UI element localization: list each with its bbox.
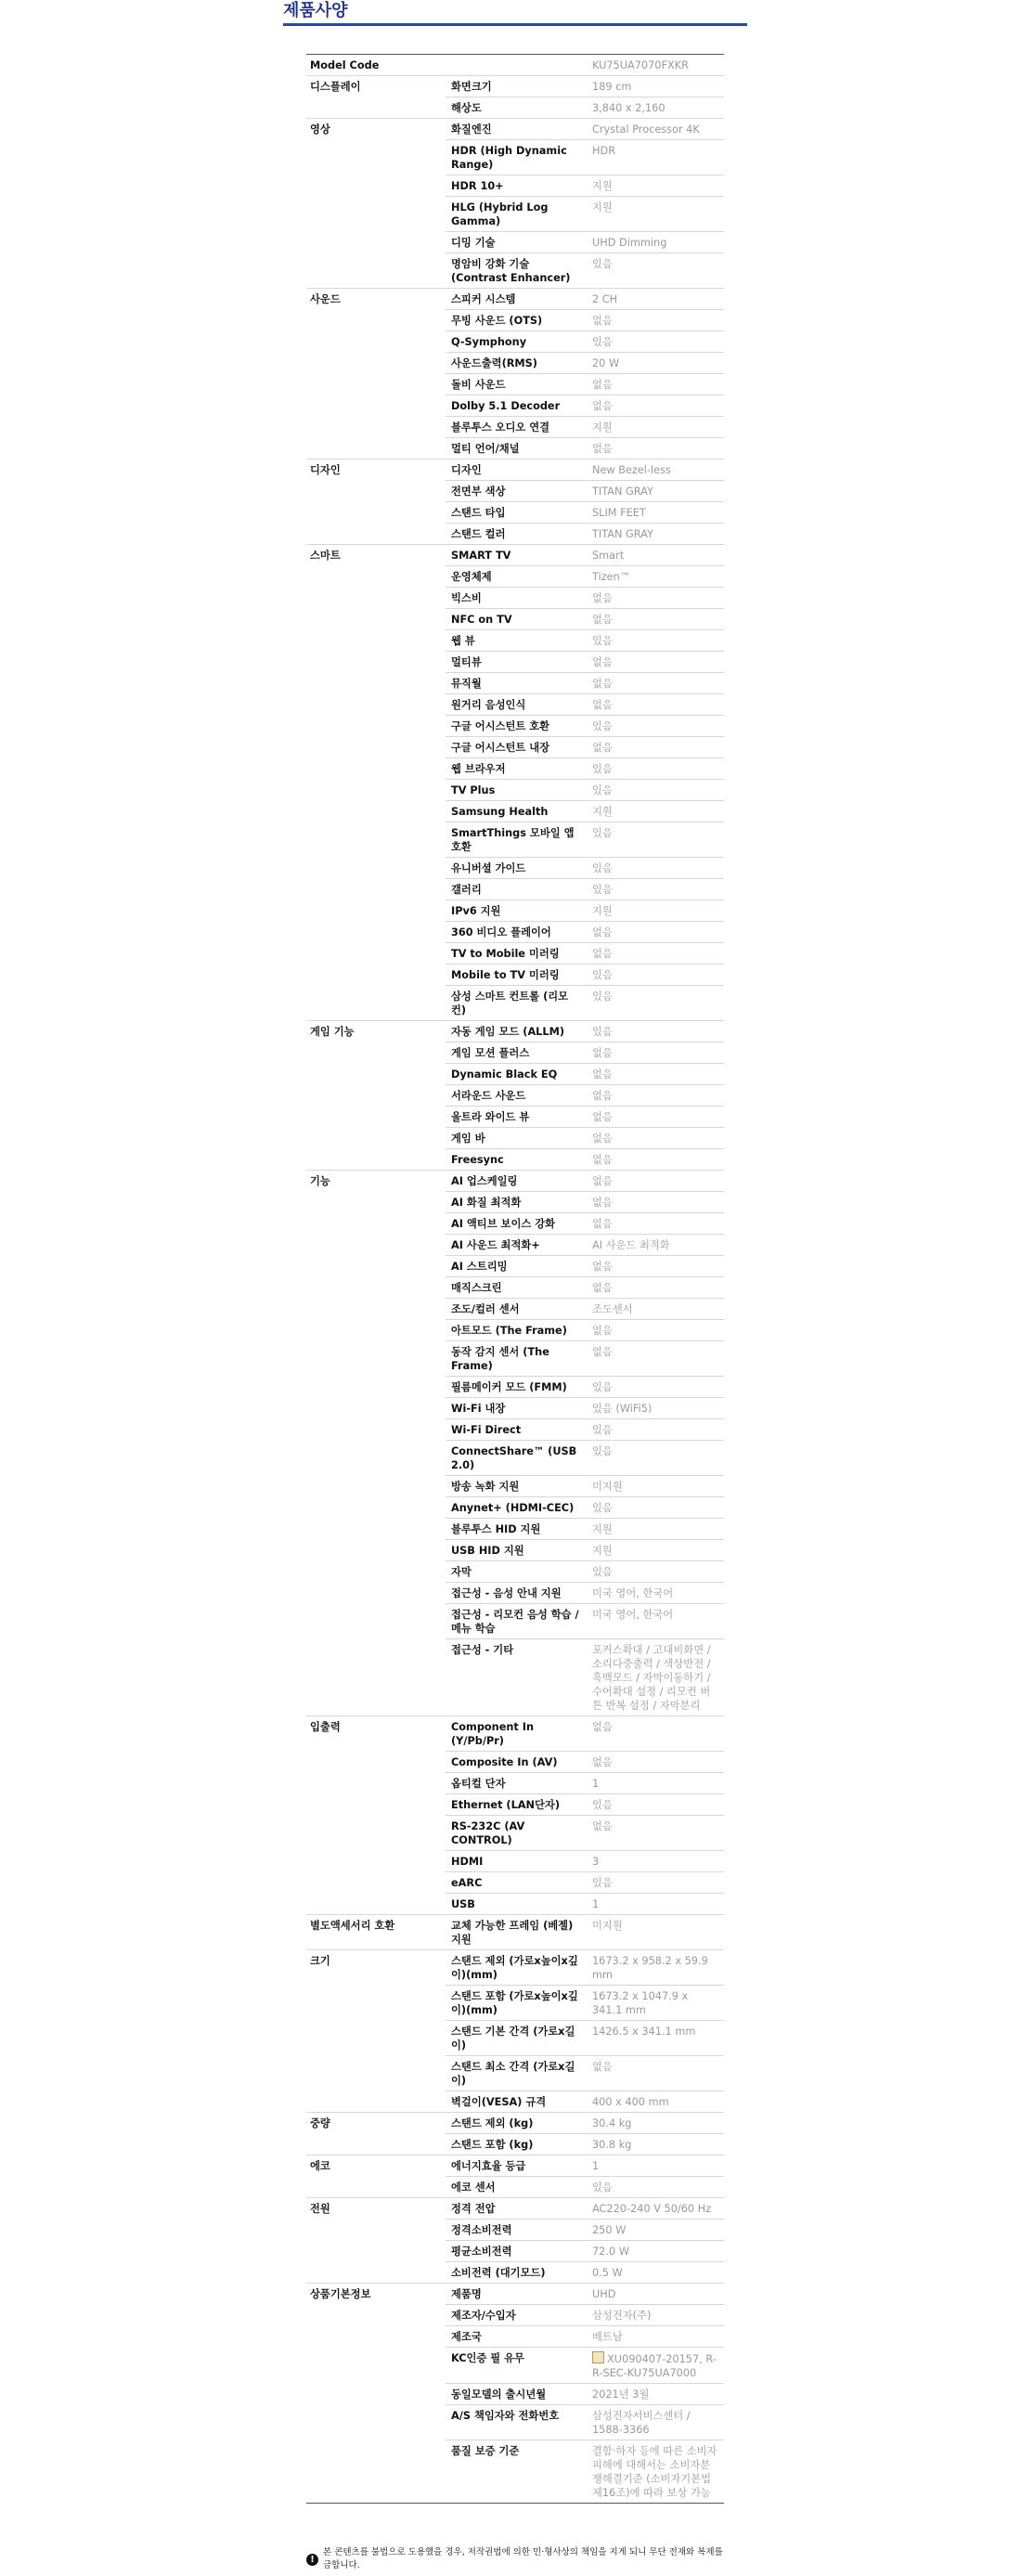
spec-key: 품질 보증 기준 — [451, 2444, 520, 2457]
spec-key: 접근성 - 음성 안내 지원 — [451, 1586, 562, 1599]
spec-key: 무빙 사운드 (OTS) — [451, 314, 543, 327]
spec-key: 갤러리 — [451, 883, 482, 896]
spec-value: 72.0 W — [592, 2245, 629, 2258]
spec-key: 에너지효율 등급 — [451, 2159, 526, 2172]
spec-key: 스탠드 타입 — [451, 506, 506, 519]
spec-value: UHD — [592, 2287, 616, 2300]
category-label: 상품기본정보 — [310, 2287, 371, 2300]
spec-key: 제조국 — [451, 2330, 482, 2343]
table-row — [306, 1021, 724, 1042]
spec-key: Freesync — [451, 1153, 504, 1166]
spec-key: 스탠드 최소 간격 (가로x길이) — [451, 2060, 575, 2087]
spec-key: 웹 브라우저 — [451, 762, 506, 775]
spec-table — [306, 54, 724, 2504]
spec-key: 스탠드 포함 (kg) — [451, 2138, 534, 2151]
category-label: 별도액세서리 호환 — [310, 1919, 395, 1932]
spec-value: 포커스확대 / 고대비화면 / 소리다중출력 / 색상반전 / 흑백모드 / 자막이동하기 / 수어확대 설정 / 리모컨 버튼 반복 설정 / 자막분리 — [592, 1643, 711, 1712]
spec-value: 결함·하자 등에 따른 소비자 피해에 대해서는 소비자분쟁해결기준 (소비자기본법 제16조)에 따라 보상 가능 — [592, 2444, 717, 2499]
spec-key: Samsung Health — [451, 805, 549, 818]
spec-key: 매직스크린 — [451, 1281, 502, 1294]
spec-value: 없음 — [592, 698, 613, 711]
spec-value: 없음 — [592, 926, 613, 938]
spec-key: 동작 감지 센서 (The Frame) — [451, 1345, 549, 1372]
category-label: 전원 — [310, 2202, 330, 2215]
spec-value: 있음 — [592, 634, 613, 647]
spec-value: 없음 — [592, 655, 613, 668]
spec-value: 2 CH — [592, 292, 618, 305]
spec-key: 제품명 — [451, 2287, 482, 2300]
spec-value: 없음 — [592, 1819, 613, 1832]
spec-key: 정격 전압 — [451, 2202, 496, 2215]
spec-key: 스탠드 제외 (가로x높이x깊이)(mm) — [451, 1954, 578, 1981]
spec-value: 1673.2 x 958.2 x 59.9 mm — [592, 1954, 708, 1981]
spec-value: 없음 — [592, 1755, 613, 1768]
spec-value: 없음 — [592, 399, 613, 412]
spec-value: 없음 — [592, 947, 613, 960]
table-row — [306, 76, 724, 97]
spec-value: 미국 영어, 한국어 — [592, 1586, 674, 1599]
spec-value-text: XU090407-20157, R-R-SEC-KU75UA7000 — [592, 2352, 717, 2379]
spec-key: 블루투스 오디오 연결 — [451, 421, 550, 434]
spec-value: 400 x 400 mm — [592, 2095, 669, 2108]
spec-value: 삼성전자서비스센터 / 1588-3366 — [592, 2409, 691, 2436]
category-label: 스마트 — [310, 549, 341, 562]
spec-key: 정격소비전력 — [451, 2223, 512, 2236]
spec-value: 있음 — [592, 1444, 613, 1457]
spec-key: USB HID 지원 — [451, 1544, 524, 1557]
spec-value: 없음 — [592, 1720, 613, 1733]
spec-value: 있음 — [592, 1798, 613, 1811]
spec-key: 벽걸이(VESA) 규격 — [451, 2095, 547, 2108]
spec-value: 있음 — [592, 1423, 613, 1436]
spec-key: Ethernet (LAN단자) — [451, 1798, 560, 1811]
spec-key: Dolby 5.1 Decoder — [451, 399, 561, 412]
spec-value: 있음 — [592, 1876, 613, 1889]
spec-key: HDMI — [451, 1855, 484, 1868]
spec-key: 아트모드 (The Frame) — [451, 1324, 567, 1337]
spec-value: 없음 — [592, 1153, 613, 1166]
spec-key: 디밍 기술 — [451, 236, 496, 249]
spec-key: 자동 게임 모드 (ALLM) — [451, 1025, 564, 1038]
spec-key: Dynamic Black EQ — [451, 1068, 558, 1081]
category-label: 크기 — [310, 1954, 330, 1967]
spec-value: New Bezel-less — [592, 463, 671, 476]
spec-key: 화면크기 — [451, 80, 492, 93]
spec-key: Wi-Fi Direct — [451, 1423, 522, 1436]
spec-key: 접근성 - 리모컨 음성 학습 / 메뉴 학습 — [451, 1608, 579, 1635]
category-label: 디자인 — [310, 463, 341, 476]
table-row — [306, 1950, 724, 1986]
spec-value: 있음 — [592, 883, 613, 896]
spec-value: 30.8 kg — [592, 2138, 632, 2151]
spec-key: 울트라 와이드 뷰 — [451, 1110, 530, 1123]
spec-key: 소비전력 (대기모드) — [451, 2266, 546, 2279]
spec-value: 지원 — [592, 1544, 613, 1557]
spec-value: 있음 — [592, 762, 613, 775]
spec-key: 블루투스 HID 지원 — [451, 1522, 541, 1535]
spec-value: 0.5 W — [592, 2266, 623, 2279]
page-header — [283, 0, 747, 28]
spec-key: 옵티컬 단자 — [451, 1777, 506, 1790]
spec-value: 있음 — [592, 257, 613, 270]
spec-value: 없음 — [592, 1174, 613, 1187]
page-title: 제품사양 — [283, 1, 348, 20]
category-label: 입출력 — [310, 1720, 341, 1733]
spec-key: USB — [451, 1897, 475, 1910]
spec-key: 스탠드 포함 (가로x높이x깊이)(mm) — [451, 1989, 578, 2016]
table-row-model — [306, 55, 724, 76]
table-row — [306, 2284, 724, 2305]
spec-value: Smart — [592, 549, 625, 562]
spec-value: 1 — [592, 2159, 600, 2172]
spec-value: 미지원 — [592, 1480, 623, 1493]
spec-value: 없음 — [592, 613, 613, 626]
spec-key: AI 액티브 보이스 강화 — [451, 1217, 556, 1230]
spec-key: IPv6 지원 — [451, 904, 501, 917]
spec-key: 뮤직월 — [451, 677, 482, 690]
spec-value: 3,840 x 2,160 — [592, 101, 666, 114]
spec-key: 유니버셜 가이드 — [451, 861, 526, 874]
spec-key: 에코 센서 — [451, 2181, 496, 2194]
spec-key: 멀티 언어/채널 — [451, 442, 520, 455]
spec-key: 구글 어시스턴트 내장 — [451, 741, 550, 754]
spec-value: HDR — [592, 144, 616, 157]
spec-value: 없음 — [592, 677, 613, 690]
spec-key: eARC — [451, 1876, 483, 1889]
spec-value: 있음 — [592, 719, 613, 732]
spec-value: 없음 — [592, 1089, 613, 1102]
spec-value: 있음 — [592, 1565, 613, 1578]
spec-key: 평균소비전력 — [451, 2245, 512, 2258]
spec-key: NFC on TV — [451, 613, 512, 626]
spec-key: 조도/컬러 센서 — [451, 1302, 520, 1315]
spec-value: 베트남 — [592, 2330, 623, 2343]
kc-cert-icon — [592, 2351, 604, 2363]
spec-value: 없음 — [592, 741, 613, 754]
spec-value: 1426.5 x 341.1 mm — [592, 2025, 696, 2038]
spec-key: 스탠드 제외 (kg) — [451, 2116, 534, 2129]
table-row — [306, 289, 724, 310]
spec-key: 운영체제 — [451, 570, 492, 583]
spec-value: Crystal Processor 4K — [592, 123, 700, 136]
category-label: 사운드 — [310, 292, 341, 305]
spec-key: 360 비디오 플레이어 — [451, 926, 551, 938]
spec-value: 있음 — [592, 2181, 613, 2194]
spec-value: 없음 — [592, 378, 613, 391]
spec-value: 없음 — [592, 1196, 613, 1209]
table-row — [306, 2155, 724, 2177]
spec-key: RS-232C (AV CONTROL) — [451, 1819, 525, 1846]
spec-value: 없음 — [592, 1260, 613, 1273]
spec-key: 삼성 스마트 컨트롤 (리모컨) — [451, 990, 569, 1016]
spec-key: 명암비 강화 기술 (Contrast Enhancer) — [451, 257, 571, 284]
spec-value: 있음 — [592, 783, 613, 796]
spec-value: 30.4 kg — [592, 2116, 632, 2129]
spec-value: 없음 — [592, 1345, 613, 1358]
spec-value: 1673.2 x 1047.9 x 341.1 mm — [592, 1989, 689, 2016]
spec-value: 지원 — [592, 904, 613, 917]
spec-key: SMART TV — [451, 549, 511, 562]
category-label: 에코 — [310, 2159, 330, 2172]
spec-value: 있음 — [592, 826, 613, 839]
spec-key: 필름메이커 모드 (FMM) — [451, 1380, 567, 1393]
spec-value: 없음 — [592, 591, 613, 604]
spec-key: 방송 녹화 지원 — [451, 1480, 520, 1493]
model-label: Model Code — [310, 58, 380, 71]
warning-icon: ! — [306, 2554, 318, 2566]
spec-key: AI 화질 최적화 — [451, 1196, 522, 1209]
spec-value: 지원 — [592, 1522, 613, 1535]
spec-value: 있음 — [592, 861, 613, 874]
spec-value: 없음 — [592, 442, 613, 455]
spec-key: Wi-Fi 내장 — [451, 1402, 506, 1415]
spec-key: AI 사운드 최적화+ — [451, 1238, 540, 1251]
spec-value: 조도센서 — [592, 1302, 633, 1315]
spec-key: 돌비 사운드 — [451, 378, 506, 391]
spec-key: KC인증 필 유무 — [451, 2351, 524, 2364]
spec-value: 지원 — [592, 421, 613, 434]
spec-value: 3 — [592, 1855, 600, 1868]
category-label: 디스플레이 — [310, 80, 361, 93]
spec-value: UHD Dimming — [592, 236, 667, 249]
spec-key: 동일모델의 출시년월 — [451, 2388, 547, 2401]
spec-key: 전면부 색상 — [451, 485, 506, 498]
table-row — [306, 460, 724, 481]
spec-value: 없음 — [592, 1046, 613, 1059]
spec-value: 없음 — [592, 2060, 613, 2073]
spec-key: SmartThings 모바일 앱 호환 — [451, 826, 575, 853]
spec-value: 있음 — [592, 1380, 613, 1393]
copyright-notice — [306, 2546, 724, 2572]
spec-key: 스탠드 기본 간격 (가로x길이) — [451, 2025, 575, 2052]
spec-value: 없음 — [592, 1217, 613, 1230]
spec-value: 20 W — [592, 356, 620, 369]
spec-value: 지원 — [592, 179, 613, 192]
spec-value: 1 — [592, 1777, 600, 1790]
table-row — [306, 545, 724, 566]
spec-key: 게임 바 — [451, 1132, 485, 1145]
model-value: KU75UA7070FXKR — [592, 58, 689, 71]
spec-value: SLIM FEET — [592, 506, 646, 519]
spec-value: 189 cm — [592, 80, 632, 93]
spec-value: 미지원 — [592, 1919, 623, 1932]
spec-key: HLG (Hybrid Log Gamma) — [451, 201, 549, 227]
spec-key: ConnectShare™ (USB 2.0) — [451, 1444, 577, 1471]
spec-key: 화질엔진 — [451, 123, 492, 136]
spec-key: Anynet+ (HDMI-CEC) — [451, 1501, 575, 1514]
spec-value: 없음 — [592, 1281, 613, 1294]
spec-key: 게임 모션 플러스 — [451, 1046, 530, 1059]
spec-value: 250 W — [592, 2223, 627, 2236]
category-label: 영상 — [310, 123, 330, 136]
table-row — [306, 2198, 724, 2220]
spec-key: 스피커 시스템 — [451, 292, 516, 305]
spec-key: HDR 10+ — [451, 179, 504, 192]
spec-key: 접근성 - 기타 — [451, 1643, 514, 1656]
spec-value — [585, 2348, 724, 2384]
spec-key: Q-Symphony — [451, 335, 527, 348]
spec-key: AI 스트리밍 — [451, 1260, 508, 1273]
spec-value: 미국 영어, 한국어 — [592, 1608, 674, 1621]
spec-key: 사운드출력(RMS) — [451, 356, 537, 369]
spec-value: 없음 — [592, 1324, 613, 1337]
spec-key: TV to Mobile 미러링 — [451, 947, 560, 960]
spec-value: 있음 (WiFi5) — [592, 1402, 653, 1415]
spec-key: A/S 책임자와 전화번호 — [451, 2409, 560, 2422]
spec-key: 원거리 음성인식 — [451, 698, 526, 711]
spec-value: 지원 — [592, 805, 613, 818]
spec-key: 제조자/수입자 — [451, 2309, 516, 2322]
spec-value: 있음 — [592, 1025, 613, 1038]
spec-key: 빅스비 — [451, 591, 482, 604]
spec-key: 구글 어시스턴트 호환 — [451, 719, 550, 732]
spec-key: 디자인 — [451, 463, 482, 476]
spec-key: 서라운드 사운드 — [451, 1089, 526, 1102]
spec-key: 멀티뷰 — [451, 655, 482, 668]
spec-value: 있음 — [592, 1501, 613, 1514]
spec-key: Composite In (AV) — [451, 1755, 558, 1768]
spec-value: 있음 — [592, 990, 613, 1003]
spec-value: 삼성전자(주) — [592, 2309, 652, 2322]
table-row — [306, 1716, 724, 1752]
spec-value: 없음 — [592, 1110, 613, 1123]
category-label: 중량 — [310, 2116, 330, 2129]
category-label: 게임 기능 — [310, 1025, 355, 1038]
spec-value: AI 사운드 최적화 — [592, 1238, 670, 1251]
table-row — [306, 119, 724, 140]
spec-key: 해상도 — [451, 101, 482, 114]
spec-key: 스탠드 컬러 — [451, 527, 506, 540]
table-row — [306, 1171, 724, 1192]
table-row — [306, 2113, 724, 2134]
spec-key: HDR (High Dynamic Range) — [451, 144, 567, 171]
table-row — [306, 1915, 724, 1950]
notice-text: 본 콘텐츠를 불법으로 도용했을 경우, 저작권법에 의한 민·형사상의 책임을 지게 되니 무단 전재와 복제를 금합니다. — [323, 2547, 723, 2570]
spec-value: AC220-240 V 50/60 Hz — [592, 2202, 712, 2215]
spec-value: 있음 — [592, 335, 613, 348]
category-label: 기능 — [310, 1174, 330, 1187]
spec-key: 자막 — [451, 1565, 472, 1578]
spec-value: 없음 — [592, 1068, 613, 1081]
title-underline — [283, 23, 747, 26]
spec-key: TV Plus — [451, 783, 496, 796]
spec-value: TITAN GRAY — [592, 485, 653, 498]
spec-value: 1 — [592, 1897, 600, 1910]
spec-value: 지원 — [592, 201, 613, 214]
spec-key: Component In (Y/Pb/Pr) — [451, 1720, 534, 1747]
spec-value: 없음 — [592, 1132, 613, 1145]
spec-value: 2021년 3월 — [592, 2388, 650, 2401]
spec-value: TITAN GRAY — [592, 527, 653, 540]
spec-key: 교체 가능한 프레임 (베젤) 지원 — [451, 1919, 574, 1946]
spec-value: 없음 — [592, 314, 613, 327]
spec-value: 있음 — [592, 968, 613, 981]
spec-value: Tizen™ — [592, 570, 631, 583]
spec-key: Mobile to TV 미러링 — [451, 968, 560, 981]
spec-key: 웹 뷰 — [451, 634, 475, 647]
spec-key: AI 업스케일링 — [451, 1174, 518, 1187]
